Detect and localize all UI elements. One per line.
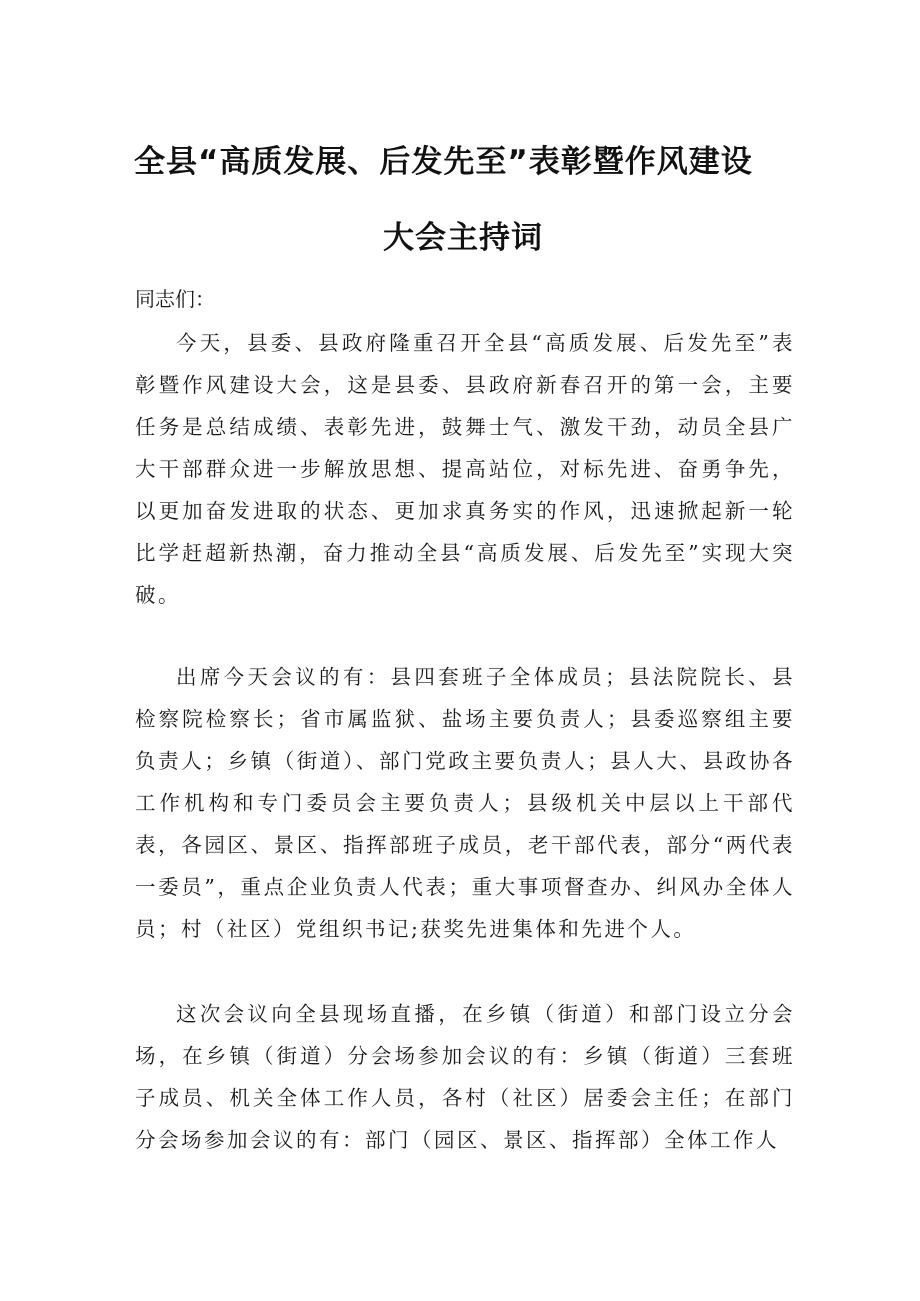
document-title-line-1: 全县“高质发展、后发先至”表彰暨作风建设	[134, 144, 753, 180]
paragraph-attendees: 出席今天会议的有：县四套班子全体成员；县法院院长、县检察院检察长；省市属监狱、盐场主要负责人；县委巡察组主要负责人；乡镇（街道）、部门党政主要负责人；县人大、县政协各工作机构和专门委员会主要负责人；县级机关中层以上干部代表，各园区、景区、指挥部班子成员，老干部代表，部分“两代表一委员”，重点企业负责人代表；重大事项督查办、纠风办全体人员；村（社区）党组织书记;获奖先进集体和先进个人。	[135, 665, 795, 941]
document-title-line-2: 大会主持词	[383, 220, 543, 256]
paragraph-opening: 今天，县委、县政府隆重召开全县“高质发展、后发先至”表彰暨作风建设大会，这是县委、县政府新春召开的第一会，主要任务是总结成绩、表彰先进，鼓舞士气、激发干劲，动员全县广大干部群众进一步解放思想、提高站位，对标先进、奋勇争先，以更加奋发进取的状态、更加求真务实的作风，迅速掀起新一轮比学赶超新热潮，奋力推动全县“高质发展、后发先至”实现大突破。	[135, 331, 795, 607]
salutation: 同志们：	[135, 287, 215, 311]
paragraph-broadcast: 这次会议向全县现场直播，在乡镇（街道）和部门设立分会场，在乡镇（街道）分会场参加会议的有：乡镇（街道）三套班子成员、机关全体工作人员，各村（社区）居委会主任；在部门分会场参加会议的有：部门（园区、景区、指挥部）全体工作人	[135, 1002, 795, 1152]
